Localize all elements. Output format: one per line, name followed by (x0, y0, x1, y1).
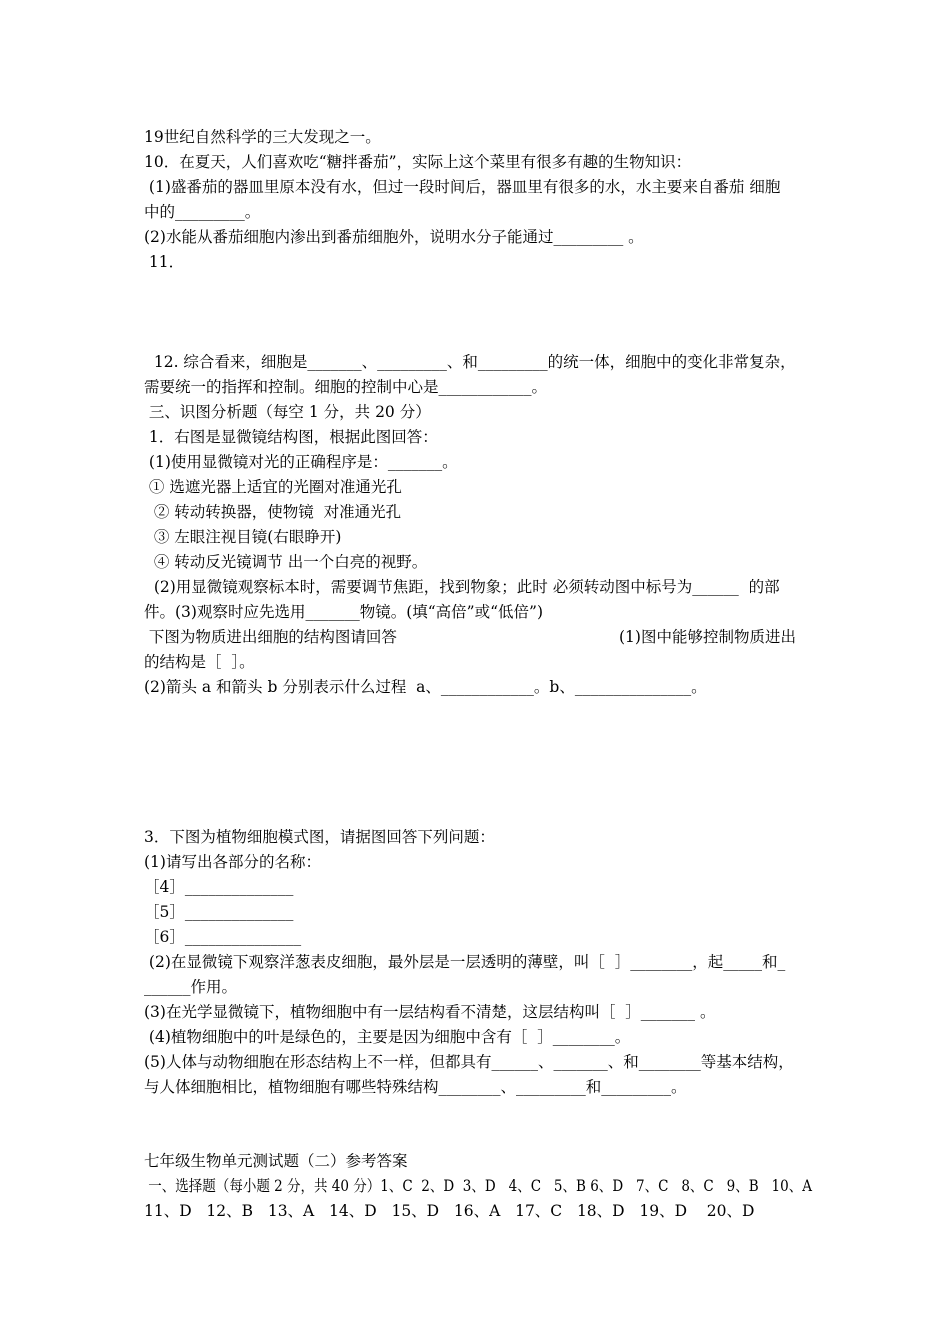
text-line: ① 选遮光器上适宜的光圈对准通光孔 (144, 478, 402, 496)
text-line: 需要统一的指挥和控制。细胞的控制中心是____________。 (144, 378, 548, 396)
question-11: 11． (144, 253, 185, 271)
text-line: (3)在光学显微镜下，植物细胞中有一层结构看不清楚，这层结构叫［ ］_______ 。 (144, 1003, 716, 1021)
answer-title: 七年级生物单元测试题（二）参考答案 (144, 1152, 408, 1170)
text-line: 19世纪自然科学的三大发现之一。 (144, 128, 381, 146)
text-line: (1)盛番茄的器皿里原本没有水，但过一段时间后，器皿里有很多的水，水主要来自番茄 细胞 (144, 178, 781, 196)
text-line: ④ 转动反光镜调节 出一个白亮的视野。 (144, 553, 428, 571)
text-line: (1)请写出各部分的名称： (144, 853, 321, 871)
text-line: 中的_________。 (144, 203, 261, 221)
answer-line: 11、D 12、B 13、A 14、D 15、D 16、A 17、C 18、D 19、D 20、D (144, 1202, 755, 1220)
text-line: 1．右图是显微镜结构图，根据此图回答： (144, 428, 438, 446)
text-line: 与人体细胞相比，植物细胞有哪些特殊结构________、_________和_________。 (144, 1078, 687, 1096)
text-line: (5)人体与动物细胞在形态结构上不一样，但都具有______、_______、和________等基本结构， (144, 1053, 794, 1071)
text-line: ［4］______________ (144, 878, 294, 896)
text-line: ______作用。 (144, 978, 238, 996)
text-line: ③ 左眼注视目镜(右眼睁开) (144, 528, 342, 546)
text-line-right: (1)图中能够控制物质进出 (619, 628, 796, 646)
text-line: (2)在显微镜下观察洋葱表皮细胞，最外层是一层透明的薄壁，叫［ ］________，起_____和_ (144, 953, 786, 971)
text-line: 的结构是［ ］。 (144, 653, 255, 671)
answer-line: 一、选择题（每小题 2 分，共 40 分）1、C 2、D 3、D 4、C 5、B 6、D 7、C 8、C 9、B 10、A (144, 1177, 812, 1195)
text-line: ［6］_______________ (144, 928, 302, 946)
text-line: 下图为物质进出细胞的结构图请回答 (144, 628, 397, 646)
text-line: 件。(3)观察时应先选用_______物镜。(填“高倍”或“低倍”) (144, 603, 543, 621)
text-line: (2)箭头 a 和箭头 b 分别表示什么过程 a、____________。b、_______________。 (144, 678, 707, 696)
text-line: (4)植物细胞中的叶是绿色的，主要是因为细胞中含有［ ］________。 (144, 1028, 631, 1046)
question-10: 10．在夏天，人们喜欢吃“糖拌番茄”，实际上这个菜里有很多有趣的生物知识： (144, 153, 692, 171)
question-3: 3．下图为植物细胞模式图，请据图回答下列问题： (144, 828, 495, 846)
question-12: 12. 综合看来，细胞是_______、_________、和_________的统一体，细胞中的变化非常复杂， (144, 353, 796, 371)
text-line: ② 转动转换器，使物镜 对准通光孔 (144, 503, 402, 521)
text-line: ［5］______________ (144, 903, 294, 921)
text-line: (2)用显微镜观察标本时，需要调节焦距，找到物象；此时 必须转动图中标号为______ 的部 (144, 578, 780, 596)
text-line: (2)水能从番茄细胞内渗出到番茄细胞外，说明水分子能通过_________ 。 (144, 228, 644, 246)
section-heading: 三、识图分析题（每空 1 分，共 20 分） (144, 403, 431, 421)
text-line: (1)使用显微镜对光的正确程序是：_______。 (144, 453, 458, 471)
